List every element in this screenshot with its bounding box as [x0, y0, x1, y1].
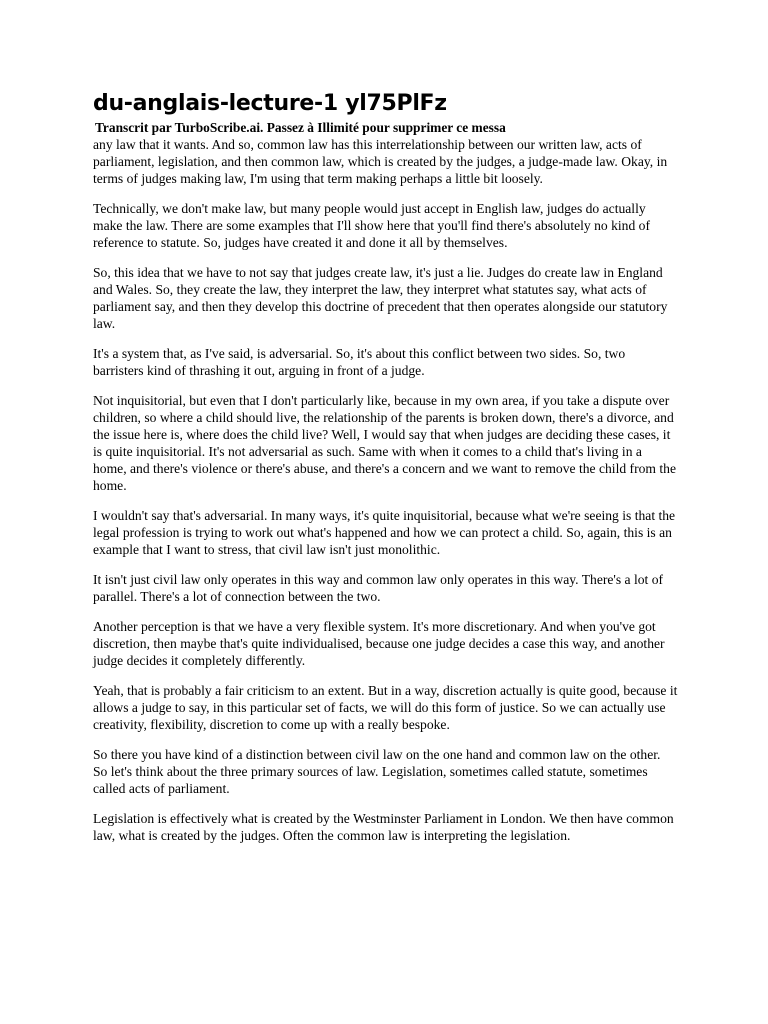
- paragraph-3: So, this idea that we have to not say that judges create law, it's just a lie. Judges do create law in England and Wales. So, they create the law, they interpret the law, they interpret what statutes say, what acts of parliament say, and then they develop this doctrine of precedent that then operates alongside our statutory law.: [93, 265, 668, 331]
- document-page: [93, 90, 678, 857]
- paragraph-1: any law that it wants. And so, common law has this interrelationship between our written law, acts of parliament, legislation, and then common law, which is created by the judges, a judge-made law. Okay, in terms of judges making law, I'm using that term making perhaps a little bit loosely.: [93, 137, 668, 186]
- paragraph-5: Not inquisitorial, but even that I don't particularly like, because in my own area, if you take a dispute over children, so where a child should live, the relationship of the parents is broken down, there's a divorce, and the issue here is, where does the child live? Well, I would say that when judges are deciding these cases, it is quite inquisitorial. It's not adversarial as such. Same with when it comes to a child that's living in a home, and there's violence or there's abuse, and there's a concern and we want to remove the child from the home.: [93, 393, 676, 493]
- document-title: du-anglais-lecture-1 yl75PlFz: [93, 91, 447, 116]
- paragraph-7: It isn't just civil law only operates in this way and common law only operates in this way. There's a lot of parallel. There's a lot of connection between the two.: [93, 572, 664, 604]
- paragraph-11: Legislation is effectively what is created by the Westminster Parliament in London. We then have common law, what is created by the judges. Often the common law is interpreting the legislation.: [93, 811, 674, 843]
- paragraph-2: Technically, we don't make law, but many people would just accept in English law, judges do actually make the law. There are some examples that I'll show here that you'll find there's absolutely no kind of reference to statute. So, judges have created it and done it all by themselves.: [93, 201, 650, 250]
- paragraph-8: Another perception is that we have a very flexible system. It's more discretionary. And when you've got discretion, then maybe that's quite individualised, because one judge decides a case this way, and another judge decides it completely differently.: [93, 619, 665, 668]
- paragraph-10: So there you have kind of a distinction between civil law on the one hand and common law on the other. So let's think about the three primary sources of law. Legislation, sometimes called statute, sometimes called acts of parliament.: [93, 747, 661, 796]
- paragraph-4: It's a system that, as I've said, is adversarial. So, it's about this conflict between two sides. So, two barristers kind of thrashing it out, arguing in front of a judge.: [93, 346, 626, 378]
- transcription-banner: Transcrit par TurboScribe.ai. Passez à Illimité pour supprimer ce messa: [95, 120, 506, 135]
- paragraph-6: I wouldn't say that's adversarial. In many ways, it's quite inquisitorial, because what we're seeing is that the legal profession is trying to work out what's happened and how we can protect a child. So, again, this is an example that I want to stress, that civil law isn't just monolithic.: [93, 508, 676, 557]
- paragraph-9: Yeah, that is probably a fair criticism to an extent. But in a way, discretion actually is quite good, because it allows a judge to say, in this particular set of facts, we will do this form of justice. So we can actually use creativity, flexibility, discretion to come up with a really bespoke.: [93, 683, 678, 732]
